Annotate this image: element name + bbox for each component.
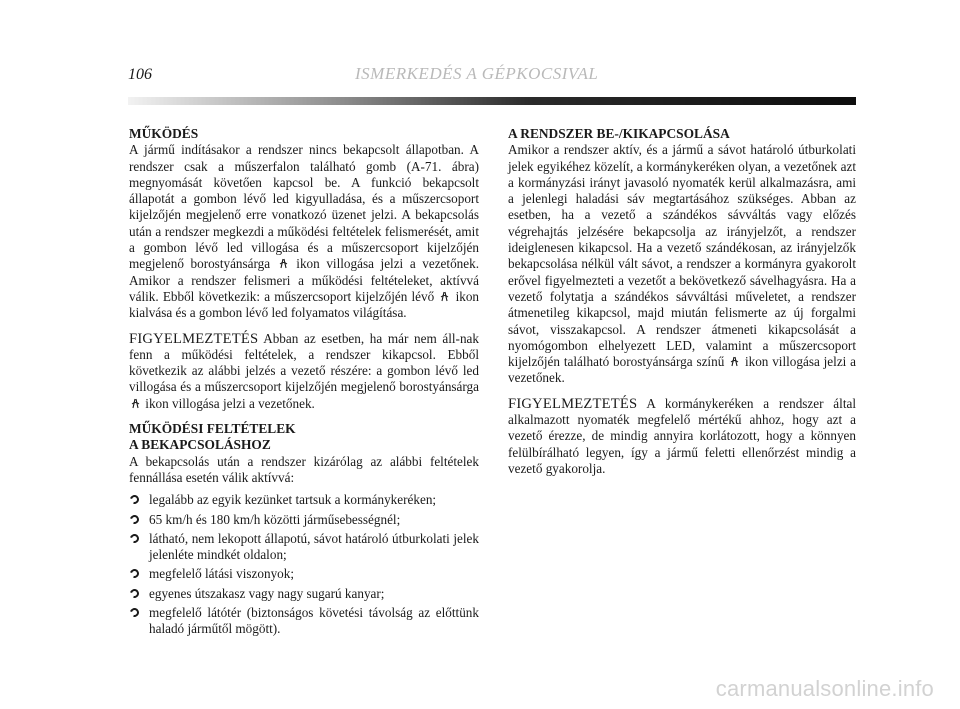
bullet-icon — [128, 532, 140, 544]
list-item — [129, 586, 479, 602]
section-heading-conditions — [129, 421, 479, 454]
list-item-text: megfelelő látótér (biztonságos követési távolság az előttünk haladó járműtől mögött). — [149, 605, 479, 637]
paragraph-text: ikon villogása jelzi a vezetőnek. — [508, 354, 857, 386]
bullet-icon — [128, 568, 140, 580]
list-item — [129, 605, 479, 638]
list-item — [129, 531, 479, 564]
heading-line: A BEKAPCSOLÁSHOZ — [129, 437, 271, 453]
paragraph-text: ikon villogása jelzi a vezetőnek. Amikor a rendszer felismeri a működési feltételeket, aktívvá válik. Ebből következik: a műszercsoport kijelzőjén lévő — [129, 256, 480, 304]
paragraph-conditions-intro: A bekapcsolás után a rendszer kizárólag az alábbi feltételek fennállása esetén válik aktívvá: — [129, 453, 479, 485]
lane-assist-icon — [730, 355, 739, 366]
warning-label: FIGYELMEZTETÉS — [129, 330, 259, 347]
list-item-text: 65 km/h és 180 km/h közötti járműsebességnél; — [149, 511, 401, 527]
list-item — [129, 492, 479, 508]
page-number: 106 — [128, 66, 152, 83]
paragraph-on-off — [508, 142, 856, 386]
list-item-text: legalább az egyik kezünket tartsuk a kormánykeréken; — [149, 492, 437, 508]
lane-assist-icon — [440, 290, 449, 301]
bullet-icon — [128, 587, 140, 599]
watermark: carmanualsonline.info — [715, 676, 934, 701]
heading-line: MŰKÖDÉSI FELTÉTELEK — [129, 421, 296, 437]
warning-paragraph — [129, 331, 479, 412]
header-rule — [128, 97, 856, 105]
section-heading-on-off: A RENDSZER BE-/KIKAPCSOLÁSA — [508, 126, 730, 141]
conditions-list — [129, 492, 479, 637]
right-column — [508, 126, 856, 477]
list-item — [129, 512, 479, 528]
bullet-icon — [128, 494, 140, 506]
warning-label: FIGYELMEZTETÉS — [508, 395, 638, 412]
section-heading-mukodes: MŰKÖDÉS — [129, 126, 199, 141]
lane-assist-icon — [131, 397, 140, 408]
running-header: ISMERKEDÉS A GÉPKOCSIVAL — [355, 64, 599, 83]
list-item — [129, 566, 479, 582]
list-item-text: egyenes útszakasz vagy nagy sugarú kanyar; — [149, 585, 385, 601]
warning-text: Abban az esetben, ha már nem áll-nak fenn a működési feltételek, a rendszer kikapcsol. Ebből következik az alábbi jelzés a vezető részére: a gombon lévő led villogása és a műszercsoport kijelzőjén megjelenő borostyánsárga — [129, 330, 479, 395]
bullet-icon — [128, 606, 140, 618]
list-item-text: megfelelő látási viszonyok; — [149, 566, 295, 582]
bullet-icon — [128, 513, 140, 525]
warning-paragraph — [508, 396, 856, 477]
paragraph-text: ikon kialvása és a gombon lévő led folyamatos világítása. — [129, 288, 480, 321]
paragraph-text: A jármű indításakor a rendszer nincs bekapcsolt állapotban. A rendszer csak a műszerfalon található gomb (A-71. ábra) megnyomását követően kapcsol be. A funkció bekapcsolt állapotát a gombon lévő led kigyulladása, és a műszercsoport kijelzőjén megjelenő erre vonatkozó üzenet jelzi. A bekapcsolás után a rendszer megkezdi a működési feltételek felismerését, amit a gombon lévő led villogása és a műszercsoport kijelzőjén megjelenő borostyánsárga — [129, 142, 479, 272]
warning-text: A kormánykeréken a rendszer által alkalmazott nyomaték megfelelő mértékű ahhoz, hogy azt a vezető érezze, de mindig annyira korlátozott, hogy a könnyen felülbírálható legyen, így a jármű feletti ellenőrzést mindig a vezető gyakorolja. — [508, 395, 856, 476]
paragraph-mukodes — [129, 142, 479, 321]
list-item-text: látható, nem lekopott állapotú, sávot határoló útburkolati jelek jelenléte mindkét oldalon; — [149, 530, 479, 563]
warning-text: ikon villogása jelzi a vezetőnek. — [145, 395, 315, 411]
left-column — [129, 126, 479, 641]
lane-assist-icon — [279, 257, 288, 268]
paragraph-text: Amikor a rendszer aktív, és a jármű a sávot határoló útburkolati jelek egyikéhez közelít, a kormánykeréken olyan, a vezetőnek azt a kormányzási irányt javasoló nyomaték kerül alkalmazásra, ami a jelenlegi haladási sáv megtartásához szükséges. Abban az esetben, ha a vezető a szándékos sávváltás vagy előzés végrehajtás jelzésére bekapcsolja az irányjelzőt, a rendszer ideiglenesen kikapcsol. Ha a vezető szándékosan, az irányjelzők bekapcsolása nélkül vált sávot, a rendszer a kormányra gyakorolt erővel figyelmezteti a vezetőt a bekövetkező sávelhagyásra. Ha a vezető folytatja a szándékos sávváltási műveletet, a rendszer átmenetileg kikapcsol, majd miután felismerte az új forgalmi sávot, visszakapcsol. A rendszer átmeneti kikapcsolását a nyomógombon elhelyezett LED, valamint a műszercsoport kijelzőjén található borostyánsárga színű — [508, 142, 856, 370]
